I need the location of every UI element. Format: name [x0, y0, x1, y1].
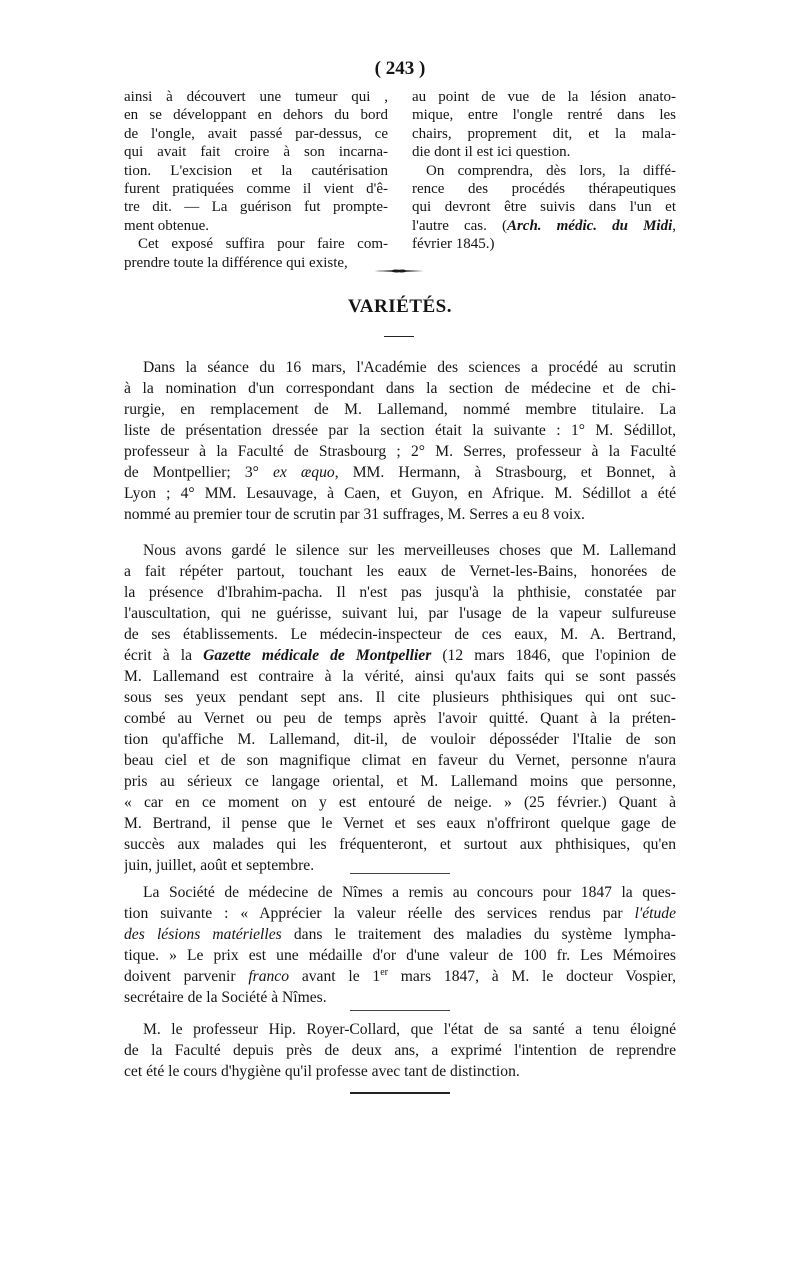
text-line: sous ses yeux pendant sept ans. Il cite plusieurs phthisiques qui ont suc- — [124, 689, 676, 706]
text-line: au point de vue de la lésion anato- — [412, 89, 676, 105]
text-line: a fait répéter partout, touchant les eaux de Vernet-les-Bains, honorées de — [124, 563, 676, 580]
section-title: VARIÉTÉS. — [348, 296, 452, 317]
paragraph-separator — [350, 873, 450, 874]
text-line: tion qu'affiche M. Lallemand, dit-il, de vouloir déposséder l'Italie de son — [124, 731, 676, 748]
text-line: juin, juillet, août et septembre. — [124, 857, 315, 874]
text-line: tion suivante : « Apprécier la valeur réelle des services rendus par l'étude — [124, 905, 676, 922]
text-line: doivent parvenir franco avant le 1er mars 1847, à M. le docteur Vospier, — [124, 966, 676, 985]
paragraph-royer-collard — [124, 1019, 676, 1082]
text-line: « car en ce moment on y est entouré de neige. » (25 février.) Quant à — [124, 794, 676, 811]
text-line: qui devront être suivis dans l'un et — [412, 199, 676, 216]
text-line: qui avait fait croire à son incarna- — [124, 144, 388, 161]
text-line: On comprendra, dès lors, la diffé- — [426, 162, 676, 179]
text-line: tique. » Le prix est une médaille d'or d'une valeur de 100 fr. Les Mémoires — [124, 947, 676, 964]
text-line: des lésions matérielles dans le traitement des maladies du système lympha- — [124, 926, 676, 943]
text-line: Nous avons gardé le silence sur les merveilleuses choses que M. Lallemand — [143, 542, 676, 559]
text-line: Cet exposé suffira pour faire com- — [138, 236, 388, 253]
text-line: en se développant en dehors du bord — [124, 107, 388, 124]
left-column — [124, 88, 388, 272]
text-line: de la Faculté depuis près de deux ans, a exprimé l'intention de reprendre — [124, 1042, 676, 1059]
text-line: de ses établissements. Le médecin-inspecteur de ces eaux, M. A. Bertrand, — [124, 626, 676, 643]
two-column-block — [124, 88, 676, 272]
text-line: beau ciel et de son magnifique climat en faveur du Vernet, personne n'aura — [124, 752, 676, 769]
text-line: secrétaire de la Société à Nîmes. — [124, 989, 327, 1006]
text-line: février 1845.) — [412, 236, 495, 253]
text-line: M. Lallemand est contraire à la vérité, ainsi qu'aux faits qui se sont passés — [124, 668, 676, 685]
citation-source: Arch. médic. du Midi — [506, 217, 673, 234]
text-line: furent pratiquées comme il vient d'ê- — [124, 181, 388, 198]
paragraph-academie — [124, 357, 676, 525]
text-line: cet été le cours d'hygiène qu'il professe avec tant de distinction. — [124, 1063, 520, 1080]
text-line: mique, entre l'ongle rentré dans les — [412, 107, 676, 124]
text-line: écrit à la Gazette médicale de Montpellier (12 mars 1846, que l'opinion de — [124, 647, 676, 664]
text-line: tre dit. — La guérison fut prompte- — [124, 199, 388, 216]
paragraph-separator — [350, 1010, 450, 1011]
text-line: la présence d'Ibrahim-pacha. Il n'est pas jusqu'à la phthisie, constatée par — [124, 584, 676, 601]
text-line: M. le professeur Hip. Royer-Collard, que l'état de sa santé a tenu éloigné — [143, 1021, 676, 1038]
text-line: rurgie, en remplacement de M. Lallemand, nommé membre titulaire. La — [124, 401, 676, 418]
text-line: Dans la séance du 16 mars, l'Académie des sciences a procédé au scrutin — [143, 359, 676, 376]
text-line: Lyon ; 4° MM. Lesauvage, à Caen, et Guyon, en Afrique. M. Sédillot a été — [124, 485, 676, 502]
page-number: ( 243 ) — [374, 58, 426, 79]
text-line: succès aux malades qui les fréquenteront, et surtout aux phthisiques, qu'en — [124, 836, 676, 853]
text-line: tion. L'excision et la cautérisation — [124, 162, 388, 179]
text-line: professeur à la Faculté de Strasbourg ; 2° M. Serres, professeur à la Faculté — [124, 443, 676, 460]
text-line: l'auscultation, qui ne guérisse, suivant lui, par l'usage de la vapeur sulfureuse — [124, 605, 676, 622]
title-rule — [384, 336, 414, 337]
text-line: combé au Vernet ou peu de temps après l'avoir quitté. Quant à la préten- — [124, 710, 676, 727]
text-line: prendre toute la différence qui existe, — [124, 254, 348, 271]
paragraph-nimes — [124, 882, 676, 1008]
text-line: pris au sérieux ce langage oriental, et M. Lallemand moins que personne, — [124, 773, 676, 790]
text-line: nommé au premier tour de scrutin par 31 suffrages, M. Serres a eu 8 voix. — [124, 506, 585, 523]
text-line: de Montpellier; 3° ex æquo, MM. Hermann, à Strasbourg, et Bonnet, à — [124, 464, 676, 481]
text-line: ment obtenue. — [124, 217, 209, 234]
text-line: La Société de médecine de Nîmes a remis au concours pour 1847 la ques- — [143, 884, 676, 901]
text-line: à la nomination d'un correspondant dans la section de médecine et de chi- — [124, 380, 676, 397]
text-line: liste de présentation dressée par la section était la suivante : 1° M. Sédillot, — [124, 422, 676, 439]
text-line: ainsi à découvert une tumeur qui , — [124, 89, 388, 105]
journal-title: Gazette médicale de Montpellier — [203, 647, 432, 664]
text-line: rence des procédés thérapeutiques — [412, 181, 676, 198]
text-line: die dont il est ici question. — [412, 144, 571, 161]
text-line: de l'ongle, avait passé par-dessus, ce — [124, 125, 388, 142]
right-column — [412, 88, 676, 272]
paragraph-vernet — [124, 540, 676, 876]
ornament-divider — [374, 269, 424, 273]
text-line: l'autre cas. (Arch. médic. du Midi, — [412, 217, 676, 234]
text-line: chairs, proprement dit, et la mala- — [412, 125, 676, 142]
end-rule — [350, 1092, 450, 1094]
text-line: M. Bertrand, il pense que le Vernet et ses eaux n'offriront quelque gage de — [124, 815, 676, 832]
